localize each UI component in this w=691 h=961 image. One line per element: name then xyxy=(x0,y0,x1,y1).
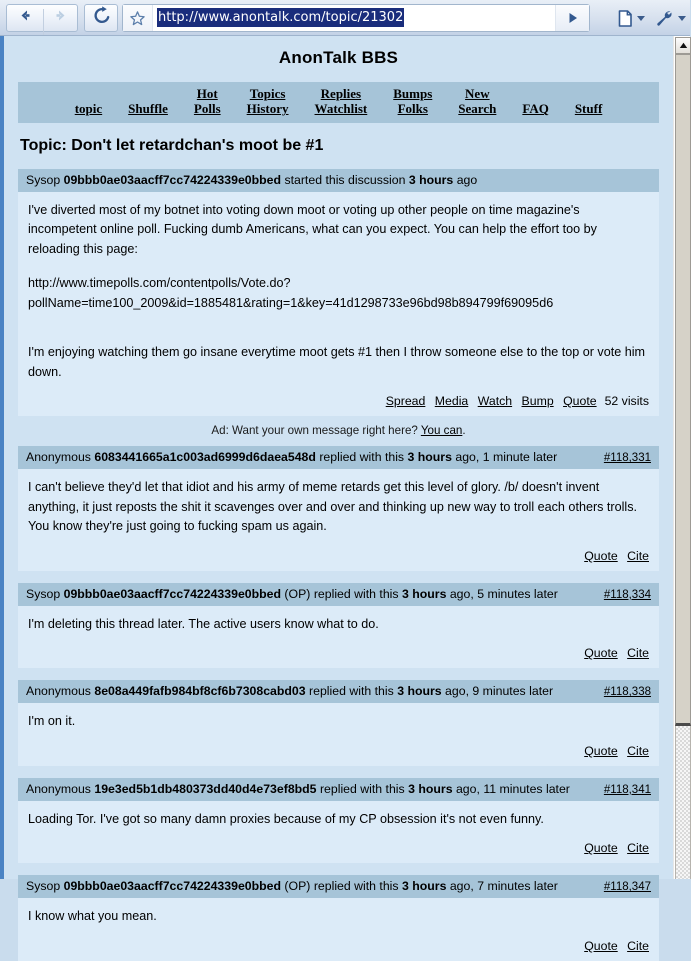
nav-link-top[interactable]: New xyxy=(465,86,490,101)
nav-link-top[interactable]: Replies xyxy=(320,86,362,101)
nav-link-bottom[interactable]: Folks xyxy=(397,101,428,117)
vertical-scrollbar[interactable] xyxy=(673,36,690,879)
quote-link[interactable]: Quote xyxy=(584,646,618,661)
post-actions xyxy=(18,640,659,668)
post-author-id: 8e08a449fafb984bf8cf6b7308cabd03 xyxy=(94,684,306,699)
post-author-line xyxy=(26,782,570,796)
quote-link[interactable]: Quote xyxy=(584,548,618,563)
post-time-strong: 3 hours xyxy=(397,684,442,699)
reply-post xyxy=(18,583,659,669)
post-actions xyxy=(18,738,659,766)
post-author-id: 09bbb0ae03aacff7cc74224339e0bbed xyxy=(63,879,282,894)
visit-count: 52 visits xyxy=(604,394,649,409)
quote-link[interactable]: Quote xyxy=(563,394,597,409)
nav-link-bottom[interactable]: Stuff xyxy=(574,101,603,117)
ad-text: Ad: Want your own message right here? xyxy=(211,424,421,438)
nav-item-hot-polls[interactable] xyxy=(194,86,221,117)
cite-link[interactable]: Cite xyxy=(627,548,649,563)
cite-link[interactable]: Cite xyxy=(627,938,649,953)
go-button[interactable] xyxy=(555,5,589,31)
nav-link-bottom[interactable]: Watchlist xyxy=(314,101,368,117)
nav-link-bottom[interactable]: FAQ xyxy=(522,101,549,117)
post-author-line xyxy=(26,684,553,698)
url-text[interactable] xyxy=(157,7,555,29)
scrollbar-thumb[interactable] xyxy=(675,54,691,726)
ad-banner xyxy=(18,416,659,446)
browser-toolbar xyxy=(0,0,690,36)
post-author-id: 09bbb0ae03aacff7cc74224339e0bbed xyxy=(63,586,282,601)
divider xyxy=(43,9,44,35)
cite-link[interactable]: Cite xyxy=(627,743,649,758)
page-icon xyxy=(618,10,633,27)
nav-item-replies-watchlist[interactable] xyxy=(315,86,368,117)
nav-item-stuff[interactable] xyxy=(575,86,602,116)
post-url-line-1: http://www.timepolls.com/contentpolls/Vote.do? xyxy=(28,276,291,291)
post-header xyxy=(18,680,659,703)
wrench-icon xyxy=(655,10,674,27)
nav-link-bottom[interactable]: topic xyxy=(74,101,103,117)
site-navigation xyxy=(18,82,659,123)
post-author-line xyxy=(26,587,558,601)
nav-link-bottom[interactable]: Search xyxy=(458,101,497,117)
browser-viewport xyxy=(0,36,690,953)
post-body xyxy=(18,192,659,389)
ad-link[interactable]: You can xyxy=(420,424,463,438)
post-header xyxy=(18,778,659,801)
reply-post xyxy=(18,446,659,571)
post-header xyxy=(18,169,659,192)
post-author-role: Anonymous xyxy=(26,684,91,699)
post-paragraph: I know what you mean. xyxy=(28,909,157,924)
post-header xyxy=(18,875,659,898)
post-time-strong: 3 hours xyxy=(408,781,453,796)
post-author-id: 19e3ed5b1db480373dd40d4e73ef8bd5 xyxy=(94,781,317,796)
post-paragraph: I'm deleting this thread later. The active users know what to do. xyxy=(28,616,379,631)
post-action: replied with this xyxy=(309,684,394,699)
reply-post xyxy=(18,778,659,864)
post-action: replied with this xyxy=(313,879,399,894)
quote-link[interactable]: Quote xyxy=(584,841,618,856)
post-header xyxy=(18,446,659,469)
post-separator xyxy=(18,668,659,680)
post-separator xyxy=(18,571,659,583)
post-action: replied with this xyxy=(313,586,399,601)
post-time-rest: ago xyxy=(456,172,478,187)
post-body xyxy=(18,606,659,641)
post-time-rest: ago, 1 minute later xyxy=(455,450,558,465)
post-url-line-2: pollName=time100_2009&id=1885481&rating=1&key=41d1298733e96bd98b894799f69095d6 xyxy=(28,295,554,310)
ad-tail: . xyxy=(462,424,466,438)
post-actions xyxy=(18,835,659,863)
back-button[interactable] xyxy=(16,7,34,30)
chevron-down-icon xyxy=(678,16,686,21)
post-author-id: 6083441665a1c003ad6999d6daea548d xyxy=(94,450,316,465)
post-permalink[interactable]: #118,334 xyxy=(603,588,651,601)
post-paragraph: I'm on it. xyxy=(28,714,76,729)
url-value: http://www.anontalk.com/topic/21302 xyxy=(158,10,404,25)
post-time-rest: ago, 7 minutes later xyxy=(449,879,558,894)
cite-link[interactable]: Cite xyxy=(627,841,649,856)
nav-link-bottom[interactable]: Shuffle xyxy=(128,101,168,117)
post-op-tag: (OP) xyxy=(281,586,311,601)
post-body xyxy=(18,703,659,738)
post-actions xyxy=(18,543,659,571)
post-paragraph: I'm enjoying watching them go insane everytime moot gets #1 then I throw someone else to the top or vote him down. xyxy=(28,345,646,379)
tools-menu-button[interactable] xyxy=(651,4,689,32)
post-body xyxy=(18,801,659,836)
post-separator xyxy=(18,766,659,778)
original-post xyxy=(18,169,659,417)
post-body xyxy=(18,469,659,543)
spread-link[interactable]: Spread xyxy=(385,394,426,409)
post-time-strong: 3 hours xyxy=(407,450,452,465)
page-title: Topic: Don't let retardchan's moot be #1 xyxy=(20,136,324,154)
post-op-tag: (OP) xyxy=(281,879,311,894)
post-author-line xyxy=(26,450,557,464)
back-forward-button-group xyxy=(6,4,78,32)
post-author-line xyxy=(26,173,477,187)
post-author-role: Anonymous xyxy=(26,781,91,796)
post-time-strong: 3 hours xyxy=(408,172,454,187)
nav-item-shuffle[interactable] xyxy=(128,86,168,116)
post-header xyxy=(18,583,659,606)
post-paragraph: I've diverted most of my botnet into voting down moot or voting up other people on time magazine's incompetent online poll. Fucking dumb Americans, what can you expect. You can help the effort too by reloading this page: xyxy=(28,202,597,256)
address-bar[interactable] xyxy=(122,4,590,32)
post-author-role: Sysop xyxy=(26,172,61,187)
nav-link-top[interactable]: Topics xyxy=(249,86,286,101)
post-time-rest: ago, 5 minutes later xyxy=(449,586,558,601)
post-author-id: 09bbb0ae03aacff7cc74224339e0bbed xyxy=(63,172,282,187)
post-action: replied with this xyxy=(319,781,405,796)
post-permalink[interactable]: #118,347 xyxy=(603,881,651,894)
caret-up-icon xyxy=(679,42,688,49)
post-separator xyxy=(18,863,659,875)
watch-link[interactable]: Watch xyxy=(477,394,513,409)
nav-item-bumps-folks[interactable] xyxy=(393,86,432,117)
bump-link[interactable]: Bump xyxy=(521,394,554,409)
nav-link-bottom[interactable]: Polls xyxy=(193,101,221,117)
post-permalink[interactable]: #118,338 xyxy=(603,686,651,699)
post-paragraph: I can't believe they'd let that idiot and his army of meme retards get this level of glory. /b/ doesn't invent anything, it just reposts the shit it scavenges over and over and thinking up new way to troll each others trolls. You know they're just going to fucking spam us again. xyxy=(28,480,638,534)
cite-link[interactable]: Cite xyxy=(627,646,649,661)
post-time-rest: ago, 9 minutes later xyxy=(445,684,554,699)
chevron-down-icon xyxy=(637,16,645,21)
post-author-role: Anonymous xyxy=(26,450,91,465)
post-author-role: Sysop xyxy=(26,586,61,601)
post-action: started this discussion xyxy=(284,172,406,187)
reload-button[interactable] xyxy=(84,4,118,32)
media-link[interactable]: Media xyxy=(434,394,469,409)
site-title: AnonTalk BBS xyxy=(278,48,399,67)
reload-icon xyxy=(92,6,112,31)
post-author-line xyxy=(26,879,558,893)
page-menu-button[interactable] xyxy=(612,4,650,32)
post-actions xyxy=(18,388,659,416)
scroll-up-button[interactable] xyxy=(675,37,691,54)
page-content xyxy=(4,36,673,953)
nav-item-new-search[interactable] xyxy=(458,86,496,117)
reply-post xyxy=(18,680,659,766)
post-actions xyxy=(18,933,659,961)
nav-link-top[interactable] xyxy=(87,86,90,101)
quote-link[interactable]: Quote xyxy=(584,743,618,758)
reply-post xyxy=(18,875,659,961)
nav-item-topic[interactable] xyxy=(75,86,102,116)
forward-button[interactable] xyxy=(52,7,70,30)
post-time-strong: 3 hours xyxy=(402,586,447,601)
post-action: replied with this xyxy=(319,450,405,465)
post-permalink[interactable]: #118,331 xyxy=(603,452,651,465)
post-time-strong: 3 hours xyxy=(402,879,447,894)
bookmark-star-icon[interactable] xyxy=(123,5,153,31)
nav-link-top[interactable] xyxy=(146,86,149,101)
nav-link-top[interactable] xyxy=(587,86,590,101)
post-body xyxy=(18,898,659,933)
nav-item-topics-history[interactable] xyxy=(247,86,289,117)
nav-link-top[interactable]: Hot xyxy=(196,86,218,101)
nav-link-top[interactable]: Bumps xyxy=(393,86,433,101)
post-author-role: Sysop xyxy=(26,879,61,894)
nav-item-faq[interactable] xyxy=(522,86,548,116)
nav-link-top[interactable] xyxy=(534,86,537,101)
post-permalink[interactable]: #118,341 xyxy=(603,783,651,796)
nav-link-bottom[interactable]: History xyxy=(246,101,289,117)
post-paragraph: Loading Tor. I've got so many damn proxies because of my CP obsession it's not even funny. xyxy=(28,811,544,826)
post-time-rest: ago, 11 minutes later xyxy=(455,781,570,796)
quote-link[interactable]: Quote xyxy=(584,938,618,953)
